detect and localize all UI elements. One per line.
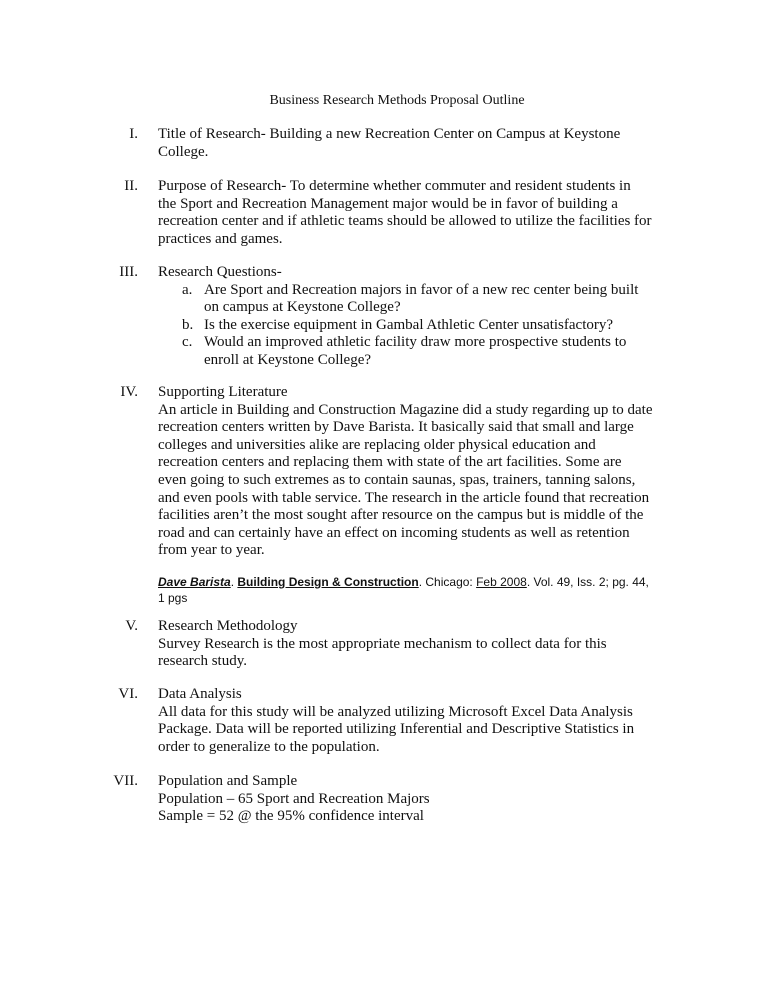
section-body: [158, 773, 658, 826]
citation-publication-link[interactable]: Building Design & Construction: [237, 574, 419, 589]
text-line: facilities aren’t the most sought after resource on the campus but is middle of the: [158, 507, 644, 524]
question-label: c.: [182, 334, 193, 351]
section-heading: Supporting Literature: [158, 384, 288, 400]
citation: [158, 574, 658, 606]
section-research-methodology: [96, 618, 676, 671]
text-line: recreation centers and replacing them with state of the art facilities. Some are: [158, 454, 622, 471]
citation-volume: . Vol. 49, Iss. 2; pg. 44,: [526, 574, 649, 589]
text-line: order to generalize to the population.: [158, 738, 380, 755]
section-heading: Research Methodology: [158, 618, 298, 634]
text-line: recreation center and if athletic teams should be allowed to utilize the facilities for: [158, 213, 652, 230]
text-line: Is the exercise equipment in Gambal Athletic Center unsatisfactory?: [204, 316, 614, 333]
text-line: Sample = 52 @ the 95% confidence interval: [158, 808, 424, 825]
document-title-text: Business Research Methods Proposal Outline: [269, 93, 525, 108]
text-line: practices and games.: [158, 230, 283, 247]
text-line: Would an improved athletic facility draw more prospective students to: [204, 334, 627, 351]
question-item-a: [158, 282, 658, 317]
text-line: Population – 65 Sport and Recreation Majors: [158, 790, 430, 807]
document-title: [0, 92, 768, 110]
question-label: b.: [182, 316, 194, 333]
section-body: [158, 264, 658, 370]
citation-line: 1 pgs: [158, 590, 188, 605]
text-line: colleges and universities alike are replacing older physical education and: [158, 436, 596, 453]
section-heading: Data Analysis: [158, 686, 242, 702]
section-numeral: VII.: [113, 773, 138, 789]
section-body: [158, 384, 658, 606]
text-line: Purpose of Research- To determine whether commuter and resident students in: [158, 178, 631, 194]
question-item-c: [158, 334, 658, 369]
section-title-of-research: [96, 126, 676, 161]
text-line: Are Sport and Recreation majors in favor of a new rec center being built: [204, 281, 639, 298]
text-line: Package. Data will be reported utilizing Inferential and Descriptive Statistics in: [158, 721, 635, 738]
text-line: recreation centers written by Dave Barista. It basically said that small and large: [158, 419, 634, 436]
section-supporting-literature: [96, 384, 676, 606]
citation-location: . Chicago:: [418, 574, 477, 589]
text-line: enroll at Keystone College?: [204, 351, 372, 368]
question-item-b: [158, 317, 658, 335]
text-line: All data for this study will be analyzed utilizing Microsoft Excel Data Analysis: [158, 703, 633, 720]
text-line: College.: [158, 143, 209, 160]
text-line: even going to such extremes as to contain saunas, spas, trainers, tanning salons,: [158, 471, 636, 488]
text-line: Title of Research- Building a new Recreation Center on Campus at Keystone: [158, 126, 621, 142]
section-body: [158, 178, 658, 248]
text-line: on campus at Keystone College?: [204, 299, 401, 316]
section-numeral: III.: [119, 264, 138, 280]
citation-author-link[interactable]: Dave Barista: [158, 574, 231, 589]
section-research-questions: [96, 264, 676, 370]
text-line: and even pools with table service. The research in the article found that recreation: [158, 489, 650, 506]
question-label: a.: [182, 281, 193, 298]
section-data-analysis: [96, 686, 676, 756]
text-line: road and can certainly have an effect on incoming students as well as retention: [158, 524, 630, 541]
text-line: An article in Building and Construction Magazine did a study regarding up to date: [158, 401, 653, 418]
section-population-and-sample: [96, 773, 676, 826]
citation-date-link[interactable]: Feb 2008: [476, 574, 527, 589]
text-line: Survey Research is the most appropriate mechanism to collect data for this: [158, 635, 607, 652]
section-purpose-of-research: [96, 178, 676, 248]
section-body: [158, 126, 658, 161]
section-numeral: I.: [129, 126, 138, 142]
section-numeral: VI.: [118, 686, 138, 702]
section-body: [158, 618, 658, 671]
section-body: [158, 686, 658, 756]
text-line: research study.: [158, 653, 247, 670]
citation-line: [158, 574, 658, 590]
section-heading: Research Questions-: [158, 264, 282, 280]
section-numeral: IV.: [120, 384, 138, 400]
section-heading: Population and Sample: [158, 773, 298, 789]
citation-separator: .: [230, 574, 238, 589]
section-numeral: II.: [124, 178, 138, 194]
text-line: from year to year.: [158, 542, 265, 559]
section-numeral: V.: [125, 618, 138, 634]
text-line: the Sport and Recreation Management major would be in favor of building a: [158, 195, 618, 212]
